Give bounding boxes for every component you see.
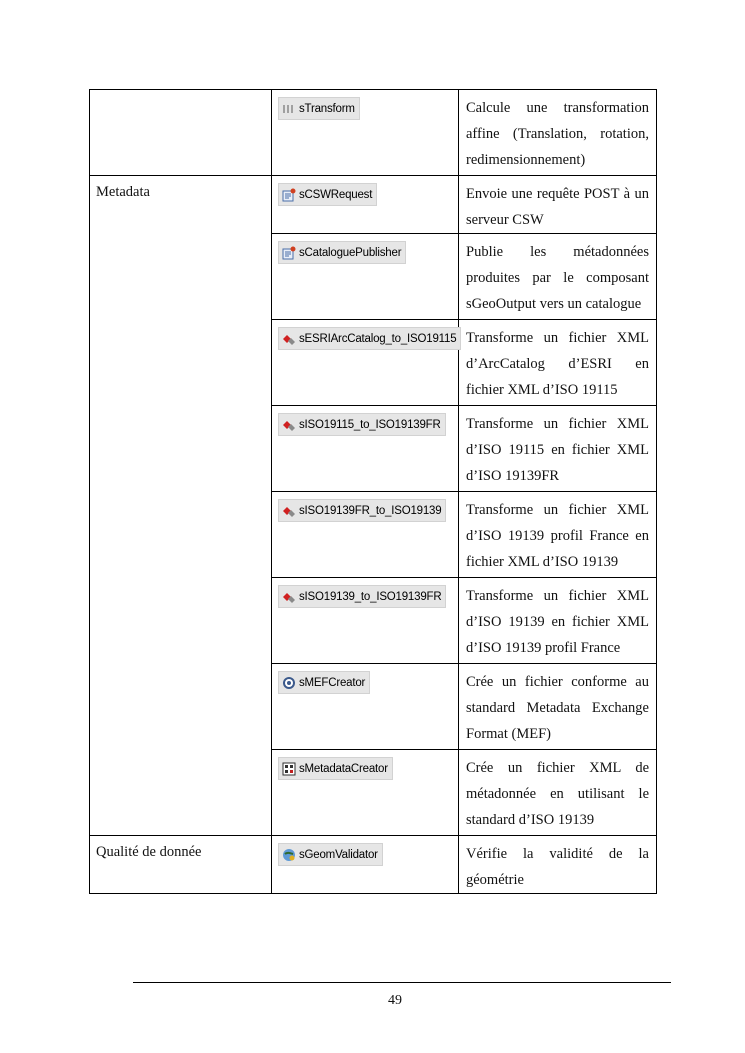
component-label bbox=[278, 757, 393, 780]
description-cell: Transforme un fichier XML d’ArcCatalog d’ESRI en fichier XML d’ISO 19115 bbox=[459, 320, 657, 406]
component-label bbox=[278, 97, 360, 120]
component-name: sISO19139_to_ISO19139FR bbox=[299, 590, 442, 603]
category-cell-metadata: Metadata bbox=[90, 176, 272, 836]
component-name: sTransform bbox=[299, 102, 355, 115]
component-label bbox=[278, 413, 446, 436]
description-cell: Envoie une requête POST à un serveur CSW bbox=[459, 176, 657, 234]
description-cell: Crée un fichier conforme au standard Metadata Exchange Format (MEF) bbox=[459, 664, 657, 750]
catalogue-publisher-icon bbox=[282, 246, 296, 260]
geom-validator-icon bbox=[282, 848, 296, 862]
category-cell-quality: Qualité de donnée bbox=[90, 836, 272, 894]
component-label bbox=[278, 671, 370, 694]
component-name: sCSWRequest bbox=[299, 188, 373, 201]
xml-transform-icon bbox=[282, 504, 296, 518]
footer-divider bbox=[133, 982, 671, 983]
table-row bbox=[90, 836, 657, 894]
metadata-creator-icon bbox=[282, 762, 296, 776]
component-cell bbox=[272, 836, 459, 894]
description-cell: Transforme un fichier XML d’ISO 19139 profil France en fichier XML d’ISO 19139 bbox=[459, 492, 657, 578]
mef-creator-icon bbox=[282, 676, 296, 690]
component-name: sESRIArcCatalog_to_ISO19115 bbox=[299, 332, 457, 345]
description-cell: Crée un fichier XML de métadonnée en utilisant le standard d’ISO 19139 bbox=[459, 750, 657, 836]
xml-transform-icon bbox=[282, 418, 296, 432]
component-name: sGeomValidator bbox=[299, 848, 378, 861]
description-cell: Publie les métadonnées produites par le composant sGeoOutput vers un catalogue bbox=[459, 234, 657, 320]
csw-request-icon bbox=[282, 188, 296, 202]
description-cell: Transforme un fichier XML d’ISO 19139 en fichier XML d’ISO 19139 profil France bbox=[459, 578, 657, 664]
component-name: sMetadataCreator bbox=[299, 762, 388, 775]
component-cell bbox=[272, 750, 459, 836]
component-cell bbox=[272, 90, 459, 176]
xml-transform-icon bbox=[282, 590, 296, 604]
description-cell: Vérifie la validité de la géométrie bbox=[459, 836, 657, 894]
component-name: sCataloguePublisher bbox=[299, 246, 402, 259]
component-label bbox=[278, 183, 377, 206]
component-label bbox=[278, 327, 461, 350]
category-cell bbox=[90, 90, 272, 176]
component-label bbox=[278, 843, 383, 866]
component-cell bbox=[272, 406, 459, 492]
components-table bbox=[89, 89, 657, 894]
component-name: sISO19115_to_ISO19139FR bbox=[299, 418, 441, 431]
table-row bbox=[90, 176, 657, 234]
page-number: 49 bbox=[388, 993, 402, 1008]
component-label bbox=[278, 585, 446, 608]
component-cell bbox=[272, 578, 459, 664]
component-cell bbox=[272, 320, 459, 406]
component-cell bbox=[272, 492, 459, 578]
table-row bbox=[90, 90, 657, 176]
description-cell: Calcule une transformation affine (Translation, rotation, redimensionnement) bbox=[459, 90, 657, 176]
component-cell bbox=[272, 176, 459, 234]
component-name: sMEFCreator bbox=[299, 676, 366, 689]
xml-transform-icon bbox=[282, 332, 296, 346]
component-label bbox=[278, 499, 446, 522]
component-name: sISO19139FR_to_ISO19139 bbox=[299, 504, 442, 517]
component-cell bbox=[272, 234, 459, 320]
transform-icon bbox=[282, 102, 296, 116]
description-cell: Transforme un fichier XML d’ISO 19115 en fichier XML d’ISO 19139FR bbox=[459, 406, 657, 492]
component-cell bbox=[272, 664, 459, 750]
component-label bbox=[278, 241, 406, 264]
